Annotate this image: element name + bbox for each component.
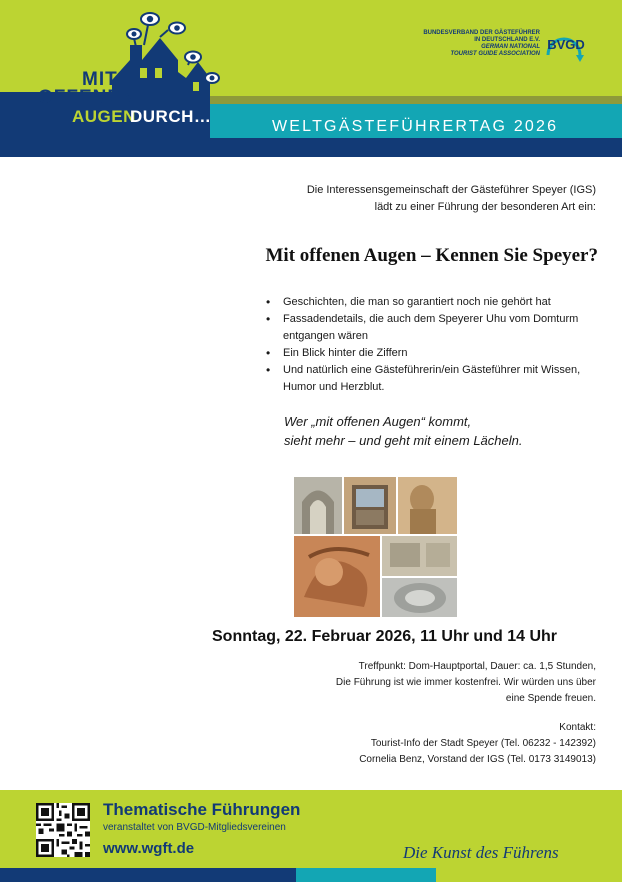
intro-line-2: lädt zu einer Führung der besonderen Art ein:	[374, 201, 596, 213]
association-line-1: BUNDESVERBAND DER GÄSTEFÜHRER	[423, 30, 540, 36]
contact-line-1: Tourist-Info der Stadt Speyer (Tel. 06232 - 142392)	[370, 738, 596, 749]
list-item: • Geschichten, die man so garantiert noch nie gehört hat	[266, 294, 586, 311]
eye-icon	[185, 52, 201, 63]
details-line-3: eine Spende freuen.	[505, 693, 596, 704]
bvgd-logo-icon	[540, 25, 592, 65]
contact-label: Kontakt:	[559, 722, 596, 733]
bvgd-logo-text: BVGD	[547, 37, 585, 52]
association-line-3: GERMAN NATIONAL	[481, 44, 540, 50]
quote-line-1: Wer „mit offenen Augen“ kommt,	[284, 414, 472, 429]
logo-text-mit: MIT	[82, 69, 118, 90]
headline: Mit offenen Augen – Kennen Sie Speyer?	[265, 245, 598, 266]
house-eyes-logo	[0, 0, 240, 157]
eye-icon	[141, 13, 159, 25]
details-line-1: Treffpunkt: Dom-Hauptportal, Dauer: ca. 1,5 Stunden,	[358, 661, 596, 672]
quote-line-2: sieht mehr – und geht mit einem Lächeln.	[284, 433, 523, 448]
bottom-stripe-teal	[296, 868, 436, 882]
intro-line-1: Die Interessensgemeinschaft der Gästeführer Speyer (IGS)	[306, 184, 596, 196]
photo-collage	[294, 477, 457, 617]
footer-subtitle: veranstaltet von BVGD-Mitgliedsvereinen	[103, 822, 286, 833]
list-item: • Fassadendetails, die auch dem Speyerer Uhu vom Domturm entgangen wären	[266, 311, 586, 345]
logo-text-augen: AUGEN	[72, 107, 136, 126]
bottom-stripe-green	[436, 868, 622, 882]
logo-text-durch: DURCH…	[130, 107, 212, 126]
association-line-4: TOURIST GUIDE ASSOCIATION	[450, 51, 540, 57]
eye-icon	[205, 73, 219, 83]
association-name	[420, 30, 540, 58]
list-item: • Und natürlich eine Gästeführerin/ein Gästeführer mit Wissen, Humor und Herzblut.	[266, 362, 586, 396]
details-line-2: Die Führung ist wie immer kostenfrei. Wir würden uns über	[335, 677, 596, 688]
association-line-2: IN DEUTSCHLAND E.V.	[474, 37, 540, 43]
footer-url-link[interactable]: www.wgft.de	[103, 840, 195, 857]
footer-title: Thematische Führungen	[103, 800, 301, 819]
footer-slogan: Die Kunst des Führens	[403, 843, 559, 862]
logo-text-offenen: OFFENEN	[38, 87, 136, 108]
eye-icon	[169, 23, 185, 34]
contact-line-2: Cornelia Benz, Vorstand der IGS (Tel. 0173 3149013)	[359, 754, 596, 765]
qr-code-icon[interactable]	[36, 803, 90, 857]
event-title: WELTGÄSTEFÜHRERTAG 2026	[272, 118, 559, 135]
feature-list	[266, 294, 586, 396]
eye-icon	[127, 29, 141, 39]
event-date: Sonntag, 22. Februar 2026, 11 Uhr und 14 Uhr	[212, 628, 557, 645]
list-item: • Ein Blick hinter die Ziffern	[266, 345, 586, 362]
header-banner	[0, 0, 622, 157]
